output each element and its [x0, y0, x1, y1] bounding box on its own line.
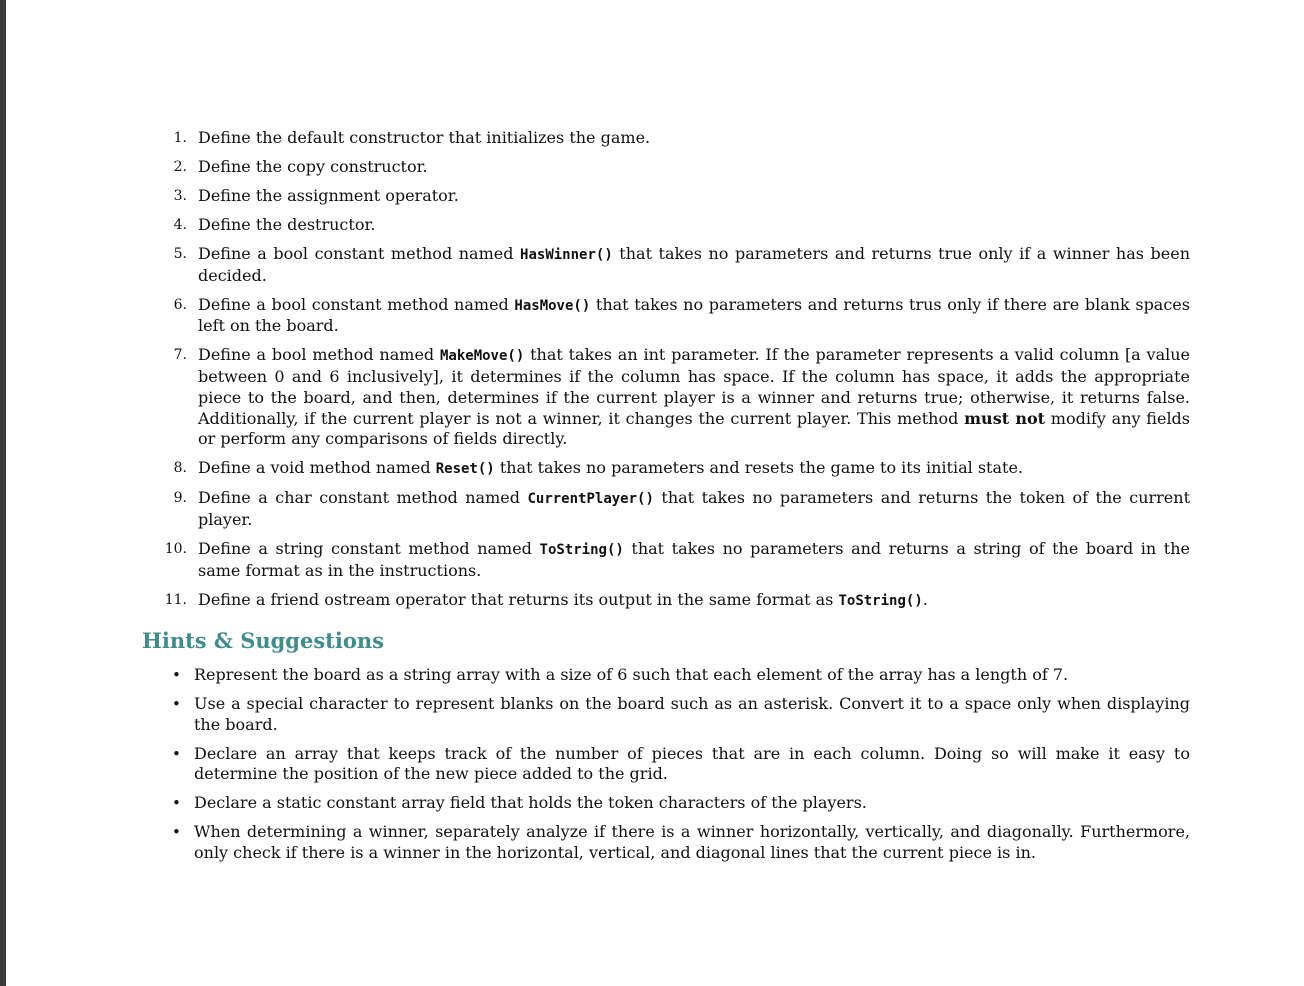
requirement-item-2	[164, 157, 1190, 178]
item-text: Define a char constant method named	[198, 488, 528, 508]
hint-item-2	[170, 694, 1190, 735]
requirement-item-5	[164, 244, 1190, 286]
item-text: Define a bool constant method named	[198, 294, 515, 314]
bullet-icon: •	[172, 823, 181, 842]
item-text: that takes no parameters and returns a string of the board in the same format as in the instructions.	[198, 538, 1190, 580]
item-text: that takes no parameters and returns trus only if there are blank spaces left on the board.	[198, 294, 1190, 336]
item-number: 6.	[173, 296, 187, 313]
item-text: .	[922, 589, 928, 609]
hint-item-1	[170, 665, 1190, 686]
hint-text: Use a special character to represent blanks on the board such as an asterisk. Convert it to a space only when displaying the board.	[194, 694, 1190, 734]
hint-text: Represent the board as a string array with a size of 6 such that each element of the array has a length of 7.	[194, 665, 1069, 684]
requirement-item-7	[164, 345, 1190, 450]
item-text: Define a bool method named	[198, 345, 440, 365]
hints-section-heading: Hints & Suggestions	[142, 628, 384, 653]
item-text: that takes an int parameter. If the parameter represents a valid column [a value between 0 and 6 inclusively], it determines if the column has space. If the column has space, it adds the appropriate piece to the board, and then, determines if the current player is a winner and returns true; otherwise, it returns false. Additionally, if the current player is not a winner, it changes the current player. This method	[198, 345, 1191, 428]
hint-text: Declare a static constant array field that holds the token characters of the players.	[194, 793, 867, 813]
requirement-item-3	[164, 186, 1190, 207]
item-text: Define a string constant method named	[198, 538, 540, 558]
requirement-item-4	[164, 215, 1190, 236]
item-text: that takes no parameters and returns the token of the current player.	[198, 488, 1191, 529]
item-text: Define a bool constant method named	[198, 244, 521, 263]
requirements-list	[164, 128, 1190, 620]
item-text: Define a friend ostream operator that returns its output in the same format as	[198, 589, 839, 609]
hint-text: Declare an array that keeps track of the number of pieces that are in each column. Doing so will make it easy to determine the position of the new piece added to the grid.	[194, 743, 1190, 784]
item-number: 8.	[173, 460, 187, 477]
hints-list	[170, 665, 1190, 872]
requirement-item-8	[164, 458, 1190, 480]
item-text: Define the copy constructor.	[198, 157, 428, 176]
bullet-icon: •	[172, 744, 181, 763]
item-text: Define the assignment operator.	[198, 186, 459, 205]
item-number: 4.	[173, 217, 187, 233]
code-method-name: HasWinner()	[520, 247, 613, 263]
hint-item-3	[170, 744, 1190, 785]
item-number: 1.	[173, 130, 187, 146]
requirement-item-11	[164, 590, 1190, 612]
item-text: that takes no parameters and resets the game to its initial state.	[494, 458, 1023, 478]
item-number: 9.	[173, 490, 187, 507]
hint-text: When determining a winner, separately analyze if there is a winner horizontally, vertically, and diagonally. Furthermore, only check if there is a winner in the horizontal, vertical, and diagonal lines that the current piece is in.	[194, 822, 1190, 863]
hint-item-5	[170, 822, 1190, 863]
item-text: that takes no parameters and returns true only if a winner has been decided.	[198, 244, 1191, 285]
requirement-item-9	[164, 488, 1190, 530]
item-number: 10.	[164, 540, 187, 557]
requirement-item-10	[164, 539, 1190, 581]
item-number: 5.	[173, 246, 187, 262]
code-method-name: CurrentPlayer()	[527, 491, 654, 508]
code-method-name: ToString()	[838, 592, 923, 609]
code-method-name: ToString()	[539, 541, 624, 558]
code-method-name: MakeMove()	[439, 348, 525, 365]
emphasis-text: must not	[964, 408, 1046, 428]
bullet-icon: •	[172, 666, 181, 684]
item-number: 3.	[173, 188, 187, 204]
item-number: 2.	[173, 159, 187, 175]
code-method-name: HasMove()	[514, 297, 591, 314]
item-number: 11.	[164, 591, 187, 608]
requirement-item-6	[164, 295, 1190, 337]
bullet-icon: •	[172, 794, 181, 813]
requirement-item-1	[164, 128, 1190, 149]
hint-item-4	[170, 793, 1190, 814]
item-text: Define the default constructor that initializes the game.	[198, 128, 651, 147]
item-text: Define the destructor.	[198, 215, 376, 234]
item-text: modify any fields or perform any comparisons of fields directly.	[198, 408, 1191, 449]
bullet-icon: •	[172, 695, 181, 713]
code-method-name: Reset()	[435, 461, 495, 478]
item-number: 7.	[173, 347, 187, 364]
item-text: Define a void method named	[198, 458, 436, 478]
